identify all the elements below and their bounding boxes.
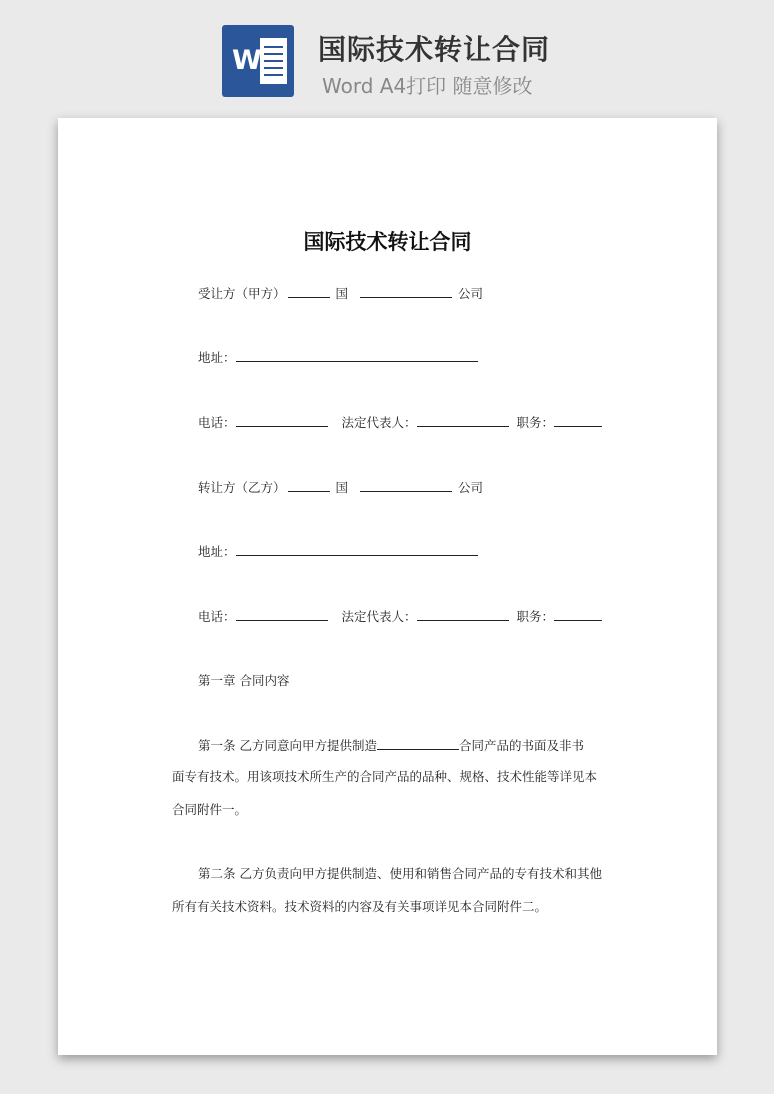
blank-field[interactable] — [360, 479, 452, 492]
party-b-phone-line — [198, 608, 602, 625]
article-1-line-1 — [198, 737, 584, 754]
party-b-address-line — [198, 543, 478, 560]
article-1-text-b: 合同产品的书面及非书 — [458, 738, 584, 753]
party-a-address-line — [198, 349, 478, 366]
country-label: 国 — [335, 286, 349, 301]
party-b-line — [198, 479, 483, 496]
article-2-line-2: 所有有关技术资料。技术资料的内容及有关事项详见本合同附件二。 — [172, 899, 548, 914]
blank-field[interactable] — [288, 479, 330, 492]
rep-label: 法定代表人： — [341, 609, 417, 624]
blank-field[interactable] — [236, 608, 328, 621]
document-page — [58, 118, 717, 1055]
article-2-line-1: 第二条 乙方负责向甲方提供制造、使用和销售合同产品的专有技术和其他 — [198, 866, 602, 881]
position-label: 职务： — [516, 609, 555, 624]
article-1-line-2: 面专有技术。用该项技术所生产的合同产品的品种、规格、技术性能等详见本 — [172, 769, 598, 784]
blank-field[interactable] — [236, 414, 328, 427]
party-a-line — [198, 285, 483, 302]
address-label: 地址： — [198, 350, 236, 365]
blank-field[interactable] — [236, 543, 478, 556]
blank-field[interactable] — [360, 285, 452, 298]
article-1-text-a: 第一条 乙方同意向甲方提供制造 — [198, 738, 377, 753]
word-icon-page — [260, 38, 287, 84]
blank-field[interactable] — [417, 608, 509, 621]
blank-field[interactable] — [554, 414, 602, 427]
document-title: 国际技术转让合同 — [303, 230, 472, 254]
party-a-phone-line — [198, 414, 602, 431]
rep-label: 法定代表人： — [341, 415, 417, 430]
header — [0, 0, 774, 118]
blank-field[interactable] — [288, 285, 330, 298]
company-label: 公司 — [458, 480, 484, 495]
blank-field[interactable] — [377, 737, 459, 750]
position-label: 职务： — [516, 415, 555, 430]
address-label: 地址： — [198, 544, 236, 559]
header-title: 国际技术转让合同 — [318, 33, 551, 66]
blank-field[interactable] — [417, 414, 509, 427]
company-label: 公司 — [458, 286, 484, 301]
country-label: 国 — [335, 480, 349, 495]
phone-label: 电话： — [198, 415, 236, 430]
blank-field[interactable] — [236, 349, 478, 362]
word-icon-letter: W — [232, 45, 262, 76]
blank-field[interactable] — [554, 608, 602, 621]
party-b-label: 转让方（乙方） — [198, 480, 286, 495]
chapter-heading: 第一章 合同内容 — [198, 673, 290, 688]
header-subtitle: Word A4打印 随意修改 — [322, 74, 533, 98]
article-1-line-3: 合同附件一。 — [172, 802, 248, 817]
phone-label: 电话： — [198, 609, 236, 624]
party-a-label: 受让方（甲方） — [198, 286, 286, 301]
word-icon — [222, 25, 294, 97]
